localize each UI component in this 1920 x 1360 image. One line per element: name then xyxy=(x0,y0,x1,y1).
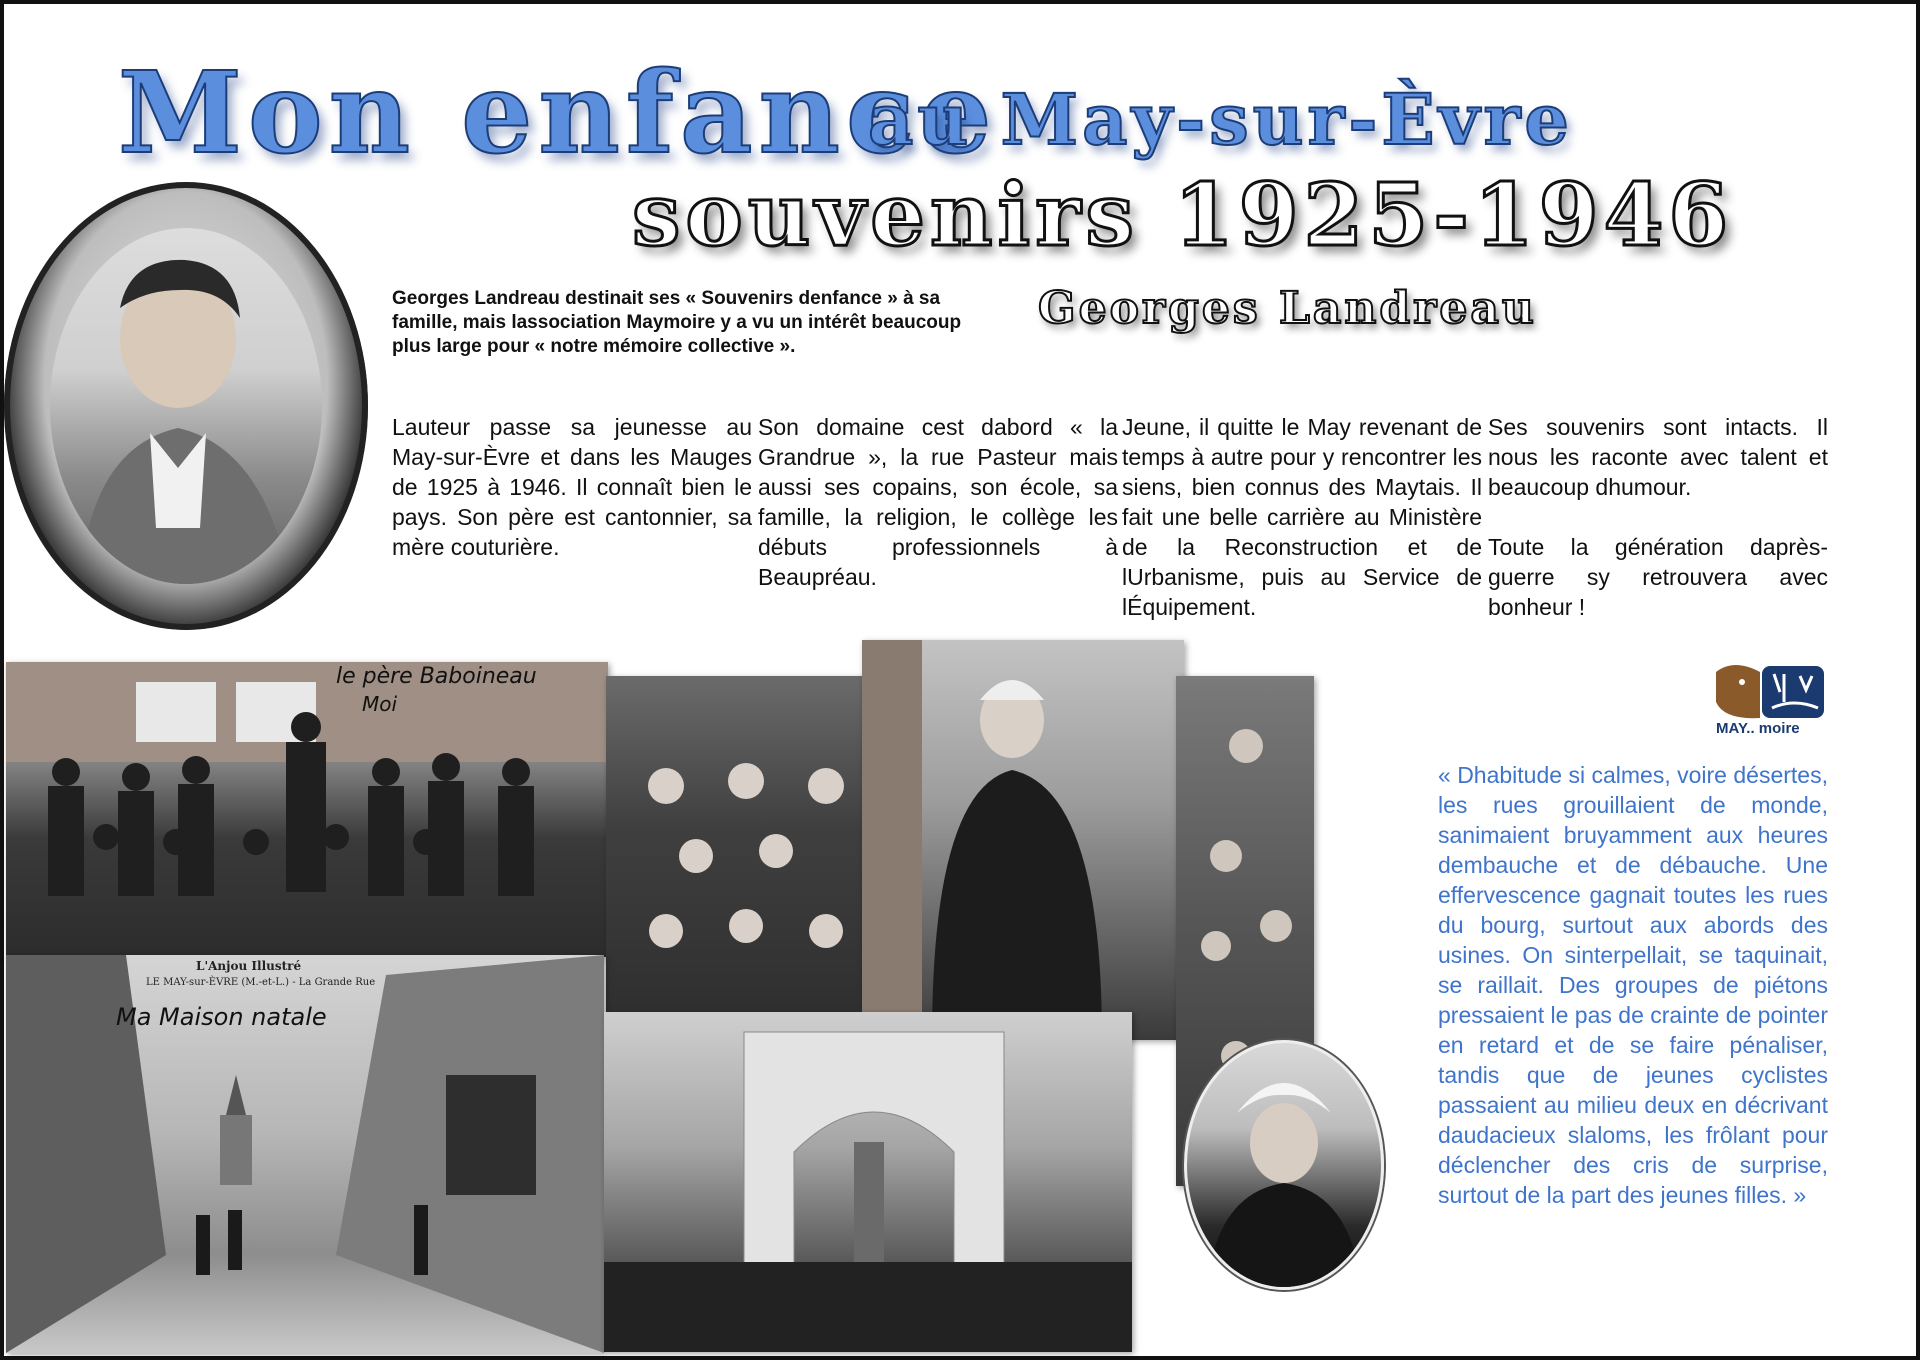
column-2-paragraph: Son domaine cest dabord « la Grandrue », la rue Pasteur mais aussi ses copains, son école, sa famille, la religion, le collège les débuts professionnels à Beaupréau. xyxy=(758,414,1118,590)
class-photo-figures xyxy=(6,662,608,957)
girls-class-figures xyxy=(606,676,866,1016)
quote-paragraph: « Dhabitude si calmes, voire désertes, les rues grouillaient de monde, sanimaient bruyamment aux heures dembauche et de débauche. Une effervescence gagnait toutes les rues du bourg, surtout aux abords des usines. On sinterpellait, se taquinait, se raillait. Des groupes de piétons pressaient le pas de crainte de pointer en retard et de se faire pénaliser, tandis que de jeunes cyclistes passaient au milieu deux en décrivant daudacieux slaloms, les frôlant pour déclencher des cris de surprise, surtout de la part des jeunes filles. » xyxy=(1438,762,1828,1208)
title-years: souvenirs 1925-1946 xyxy=(632,165,1734,266)
column-4-paragraph-2: Toute la génération daprès-guerre sy retrouvera avec bonheur ! xyxy=(1488,534,1828,620)
label-maison-natale: Ma Maison natale xyxy=(116,1003,327,1031)
title-sub: au May-sur-Èvre xyxy=(868,78,1573,161)
portrait-boy-silhouette xyxy=(50,228,322,584)
label-pere-baboineau: le père Baboineau xyxy=(336,664,537,689)
column-1-paragraph: Lauteur passe sa jeunesse au May-sur-Èvre et dans les Mauges de 1925 à 1946. Il connaît bien le pays. Son père est cantonnier, sa mère couturière. xyxy=(392,414,752,560)
postcard-title: L'Anjou Illustré xyxy=(196,959,302,973)
author-name: Georges Landreau xyxy=(1038,283,1537,334)
text-column-2 xyxy=(758,412,1118,622)
photo-memorial-arch-crowd xyxy=(604,1012,1132,1352)
portrait-photo xyxy=(50,228,322,584)
text-column-3 xyxy=(1122,412,1482,652)
photo-old-woman-seated xyxy=(862,640,1184,1040)
woman-coiffe-figure xyxy=(1187,1043,1381,1287)
postcard-caption: LE MAY-sur-ÈVRE (M.-et-L.) - La Grande Rue xyxy=(146,977,376,988)
arch-crowd-scene xyxy=(604,1012,1132,1352)
text-column-4 xyxy=(1488,412,1828,652)
author-portrait xyxy=(4,182,368,630)
old-woman-figure xyxy=(862,640,1184,1040)
label-moi: Moi xyxy=(362,692,398,716)
text-column-1 xyxy=(392,412,752,592)
maymoire-logo-icon xyxy=(1714,662,1826,722)
photo-school-class-girls xyxy=(606,676,866,1016)
column-3-paragraph: Jeune, il quitte le May revenant de temps à autre pour y rencontrer les siens, bien connus des Maytais. Il fait une belle carrière au Ministère de la Reconstruction et de lUrbanisme, puis au Service de lÉquipement. xyxy=(1122,414,1482,620)
photo-school-class-boys xyxy=(6,662,608,957)
maymoire-logo-text: MAY.. moire xyxy=(1716,720,1800,737)
photo-postcard-grande-rue xyxy=(6,955,604,1353)
photo-woman-coiffe xyxy=(1184,1040,1384,1290)
column-4-paragraph-1: Ses souvenirs sont intacts. Il nous les raconte avec talent et beaucoup dhumour. xyxy=(1488,414,1828,500)
intro-paragraph: Georges Landreau destinait ses « Souvenirs denfance » à sa famille, mais lassociation Maymoire y a vu un intérêt beaucoup plus large pour « notre mémoire collective ». xyxy=(392,288,962,357)
title-main: Mon enfance xyxy=(118,48,998,179)
